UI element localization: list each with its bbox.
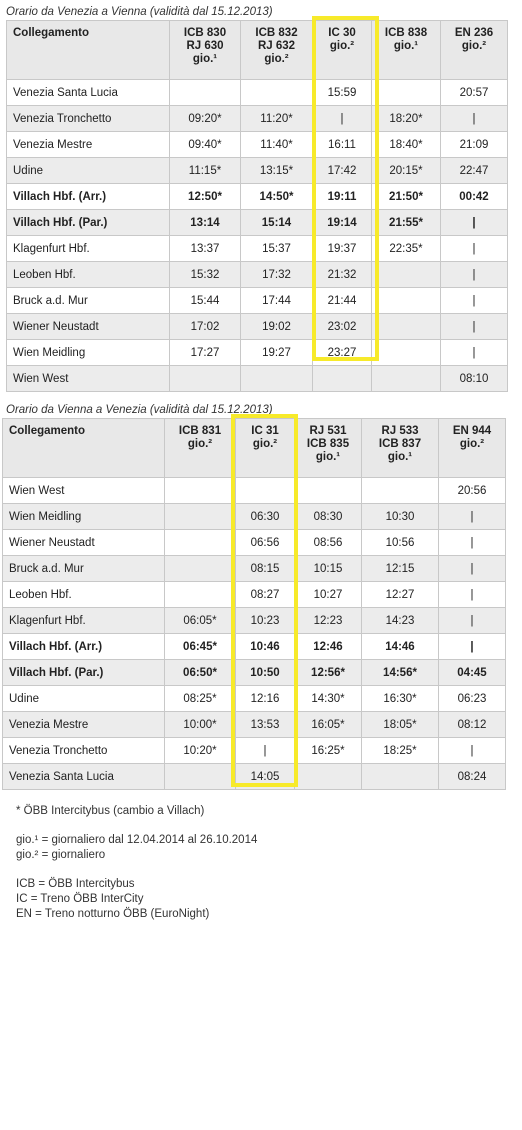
table2-wrap xyxy=(2,418,522,790)
header-line: Collegamento xyxy=(13,27,90,39)
time-cell: 09:20* xyxy=(170,106,241,132)
station-name: Klagenfurt Hbf. xyxy=(3,608,165,634)
table-header-row xyxy=(3,419,506,478)
time-cell: 17:44 xyxy=(241,288,313,314)
time-cell: 23:02 xyxy=(313,314,372,340)
legend-notes xyxy=(16,804,522,922)
header-line: gio.¹ xyxy=(315,451,341,463)
time-cell: 15:37 xyxy=(241,236,313,262)
time-cell: 10:46 xyxy=(236,634,295,660)
header-line: IC 30 xyxy=(328,27,356,39)
time-cell xyxy=(372,262,441,288)
time-cell: | xyxy=(439,634,506,660)
time-cell xyxy=(372,288,441,314)
table-row xyxy=(3,712,506,738)
station-name: Venezia Tronchetto xyxy=(3,738,165,764)
time-cell xyxy=(165,504,236,530)
station-name: Wien West xyxy=(3,478,165,504)
table-row xyxy=(3,504,506,530)
time-cell: 12:15 xyxy=(362,556,439,582)
note-intercitybus: * ÖBB Intercitybus (cambio a Villach) xyxy=(16,805,205,817)
header-line: gio.¹ xyxy=(192,53,218,65)
time-cell: 10:23 xyxy=(236,608,295,634)
station-name: Venezia Santa Lucia xyxy=(3,764,165,790)
time-cell: 19:37 xyxy=(313,236,372,262)
time-cell: 12:46 xyxy=(295,634,362,660)
station-name: Udine xyxy=(7,158,170,184)
header-line: gio.² xyxy=(459,438,485,450)
time-cell: 12:16 xyxy=(236,686,295,712)
table-row xyxy=(7,262,508,288)
time-cell xyxy=(170,80,241,106)
header-line: ICB 838 xyxy=(384,27,428,39)
time-cell xyxy=(372,366,441,392)
time-cell: 19:11 xyxy=(313,184,372,210)
timetable-vienna-venezia xyxy=(2,418,506,790)
table-row xyxy=(3,738,506,764)
station-name: Wien Meidling xyxy=(3,504,165,530)
station-name: Wien Meidling xyxy=(7,340,170,366)
time-cell: | xyxy=(441,288,508,314)
table1-wrap xyxy=(6,20,522,392)
time-cell: 11:40* xyxy=(241,132,313,158)
header-station xyxy=(7,21,170,80)
table-row xyxy=(7,158,508,184)
time-cell: 06:30 xyxy=(236,504,295,530)
time-cell xyxy=(170,366,241,392)
time-cell: | xyxy=(439,738,506,764)
time-cell xyxy=(165,478,236,504)
time-cell: 20:56 xyxy=(439,478,506,504)
table-header-row xyxy=(7,21,508,80)
time-cell: 06:05* xyxy=(165,608,236,634)
header-line: gio.² xyxy=(264,53,289,65)
time-cell: 18:40* xyxy=(372,132,441,158)
table2-caption: Orario da Vienna a Venezia (validità dal 15.12.2013) xyxy=(6,404,273,416)
table-row xyxy=(7,288,508,314)
time-cell: 10:20* xyxy=(165,738,236,764)
time-cell: 23:27 xyxy=(313,340,372,366)
time-cell: 06:50* xyxy=(165,660,236,686)
station-name: Villach Hbf. (Arr.) xyxy=(3,634,165,660)
station-name: Bruck a.d. Mur xyxy=(7,288,170,314)
time-cell: 04:45 xyxy=(439,660,506,686)
station-name: Villach Hbf. (Par.) xyxy=(7,210,170,236)
station-name: Venezia Mestre xyxy=(3,712,165,738)
time-cell: 16:11 xyxy=(313,132,372,158)
header-line: ICB 832 xyxy=(255,27,298,39)
time-cell: 12:56* xyxy=(295,660,362,686)
time-cell xyxy=(362,764,439,790)
station-name: Bruck a.d. Mur xyxy=(3,556,165,582)
time-cell: 08:25* xyxy=(165,686,236,712)
time-cell: 15:44 xyxy=(170,288,241,314)
time-cell: 17:02 xyxy=(170,314,241,340)
header-train-4 xyxy=(372,21,441,80)
time-cell: | xyxy=(439,504,506,530)
time-cell xyxy=(165,530,236,556)
table-row xyxy=(3,556,506,582)
note-gio1: gio.¹ = giornaliero dal 12.04.2014 al 26.10.2014 xyxy=(16,834,258,846)
time-cell xyxy=(372,80,441,106)
header-line: EN 236 xyxy=(454,27,494,39)
time-cell: 21:50* xyxy=(372,184,441,210)
note-abbrev xyxy=(16,877,522,922)
time-cell xyxy=(165,764,236,790)
station-name: Udine xyxy=(3,686,165,712)
note-ic: IC = Treno ÖBB InterCity xyxy=(16,893,144,905)
time-cell: | xyxy=(441,262,508,288)
time-cell: 00:42 xyxy=(441,184,508,210)
header-line: ICB 835 xyxy=(306,438,350,450)
time-cell: 10:30 xyxy=(362,504,439,530)
note-en: EN = Treno notturno ÖBB (EuroNight) xyxy=(16,908,210,920)
time-cell: | xyxy=(441,314,508,340)
table-row xyxy=(3,634,506,660)
time-cell: 14:56* xyxy=(362,660,439,686)
table-row xyxy=(7,340,508,366)
table-row xyxy=(7,80,508,106)
time-cell: | xyxy=(439,608,506,634)
time-cell: | xyxy=(236,738,295,764)
time-cell: 13:37 xyxy=(170,236,241,262)
table-row xyxy=(7,210,508,236)
table-row xyxy=(7,132,508,158)
time-cell xyxy=(241,366,313,392)
table-row xyxy=(3,582,506,608)
time-cell: | xyxy=(441,106,508,132)
time-cell: 19:27 xyxy=(241,340,313,366)
station-name: Venezia Tronchetto xyxy=(7,106,170,132)
note-gio2: gio.² = giornaliero xyxy=(16,849,106,861)
header-train-1 xyxy=(170,21,241,80)
header-train-5 xyxy=(441,21,508,80)
header-line: ICB 837 xyxy=(378,438,422,450)
time-cell xyxy=(313,366,372,392)
station-name: Leoben Hbf. xyxy=(7,262,170,288)
time-cell: 06:56 xyxy=(236,530,295,556)
station-name: Leoben Hbf. xyxy=(3,582,165,608)
header-train-3 xyxy=(313,21,372,80)
time-cell: 13:53 xyxy=(236,712,295,738)
time-cell: 08:27 xyxy=(236,582,295,608)
header-line: RJ 531 xyxy=(309,425,347,437)
time-cell: | xyxy=(441,236,508,262)
table1-caption: Orario da Venezia a Vienna (validità dal 15.12.2013) xyxy=(6,6,273,18)
station-name: Klagenfurt Hbf. xyxy=(7,236,170,262)
table-row xyxy=(3,660,506,686)
time-cell xyxy=(236,478,295,504)
time-cell: 21:44 xyxy=(313,288,372,314)
header-line: RJ 630 xyxy=(186,40,224,52)
time-cell: 15:59 xyxy=(313,80,372,106)
time-cell: 10:56 xyxy=(362,530,439,556)
time-cell: 14:05 xyxy=(236,764,295,790)
time-cell: 12:27 xyxy=(362,582,439,608)
time-cell: 21:09 xyxy=(441,132,508,158)
header-line: ICB 831 xyxy=(178,425,222,437)
header-line: RJ 533 xyxy=(381,425,419,437)
station-name: Venezia Santa Lucia xyxy=(7,80,170,106)
time-cell: 22:35* xyxy=(372,236,441,262)
time-cell xyxy=(362,478,439,504)
header-station xyxy=(3,419,165,478)
table-row xyxy=(3,764,506,790)
time-cell xyxy=(295,478,362,504)
time-cell: | xyxy=(439,582,506,608)
time-cell: 22:47 xyxy=(441,158,508,184)
time-cell: 13:14 xyxy=(170,210,241,236)
header-line: gio.² xyxy=(252,438,278,450)
time-cell: 06:23 xyxy=(439,686,506,712)
time-cell: 14:30* xyxy=(295,686,362,712)
time-cell: 16:25* xyxy=(295,738,362,764)
header-train-5 xyxy=(439,419,506,478)
time-cell: 08:30 xyxy=(295,504,362,530)
header-line: Collegamento xyxy=(9,425,86,437)
header-line: gio.¹ xyxy=(387,451,413,463)
time-cell: 18:25* xyxy=(362,738,439,764)
table-row xyxy=(7,184,508,210)
header-line: gio.² xyxy=(461,40,487,52)
station-name: Villach Hbf. (Par.) xyxy=(3,660,165,686)
header-train-3 xyxy=(295,419,362,478)
time-cell: 14:23 xyxy=(362,608,439,634)
time-cell: 08:24 xyxy=(439,764,506,790)
time-cell xyxy=(165,582,236,608)
time-cell: 06:45* xyxy=(165,634,236,660)
time-cell: 21:32 xyxy=(313,262,372,288)
time-cell: 16:30* xyxy=(362,686,439,712)
table-row xyxy=(7,314,508,340)
time-cell: 19:02 xyxy=(241,314,313,340)
time-cell: 20:15* xyxy=(372,158,441,184)
header-train-2 xyxy=(241,21,313,80)
header-line: RJ 632 xyxy=(257,40,296,52)
time-cell: 08:10 xyxy=(441,366,508,392)
table-row xyxy=(3,608,506,634)
time-cell: 12:50* xyxy=(170,184,241,210)
time-cell: | xyxy=(313,106,372,132)
time-cell: 18:20* xyxy=(372,106,441,132)
time-cell: 10:27 xyxy=(295,582,362,608)
header-line: EN 944 xyxy=(452,425,492,437)
time-cell: 17:27 xyxy=(170,340,241,366)
page xyxy=(0,4,522,922)
time-cell: 08:56 xyxy=(295,530,362,556)
timetable-venezia-vienna xyxy=(6,20,508,392)
time-cell: 10:50 xyxy=(236,660,295,686)
table-row xyxy=(3,530,506,556)
time-cell: 11:15* xyxy=(170,158,241,184)
time-cell: 12:23 xyxy=(295,608,362,634)
table-row xyxy=(7,366,508,392)
note-gio xyxy=(16,833,522,863)
time-cell: | xyxy=(439,556,506,582)
header-line: gio.¹ xyxy=(393,40,419,52)
time-cell: 15:14 xyxy=(241,210,313,236)
time-cell: 08:12 xyxy=(439,712,506,738)
station-name: Wiener Neustadt xyxy=(3,530,165,556)
time-cell xyxy=(165,556,236,582)
header-train-1 xyxy=(165,419,236,478)
station-name: Wien West xyxy=(7,366,170,392)
time-cell: 20:57 xyxy=(441,80,508,106)
time-cell xyxy=(372,314,441,340)
time-cell: 15:32 xyxy=(170,262,241,288)
station-name: Villach Hbf. (Arr.) xyxy=(7,184,170,210)
table-row xyxy=(7,106,508,132)
station-name: Wiener Neustadt xyxy=(7,314,170,340)
table-row xyxy=(3,478,506,504)
time-cell: 14:46 xyxy=(362,634,439,660)
time-cell: 17:42 xyxy=(313,158,372,184)
header-line: ICB 830 xyxy=(183,27,227,39)
table-row xyxy=(7,236,508,262)
time-cell: | xyxy=(441,210,508,236)
header-line: gio.² xyxy=(187,438,213,450)
time-cell: 08:15 xyxy=(236,556,295,582)
note-icb: ICB = ÖBB Intercitybus xyxy=(16,878,135,890)
time-cell: 16:05* xyxy=(295,712,362,738)
header-line: gio.² xyxy=(329,40,355,52)
time-cell xyxy=(295,764,362,790)
header-line: IC 31 xyxy=(251,425,279,437)
time-cell: 11:20* xyxy=(241,106,313,132)
time-cell: 09:40* xyxy=(170,132,241,158)
header-train-2 xyxy=(236,419,295,478)
time-cell xyxy=(241,80,313,106)
table-row xyxy=(3,686,506,712)
time-cell: 18:05* xyxy=(362,712,439,738)
time-cell: 10:15 xyxy=(295,556,362,582)
time-cell: 13:15* xyxy=(241,158,313,184)
time-cell: 10:00* xyxy=(165,712,236,738)
station-name: Venezia Mestre xyxy=(7,132,170,158)
time-cell: 21:55* xyxy=(372,210,441,236)
header-train-4 xyxy=(362,419,439,478)
time-cell: 14:50* xyxy=(241,184,313,210)
time-cell: 17:32 xyxy=(241,262,313,288)
time-cell: | xyxy=(439,530,506,556)
time-cell: 19:14 xyxy=(313,210,372,236)
time-cell xyxy=(372,340,441,366)
time-cell: | xyxy=(441,340,508,366)
